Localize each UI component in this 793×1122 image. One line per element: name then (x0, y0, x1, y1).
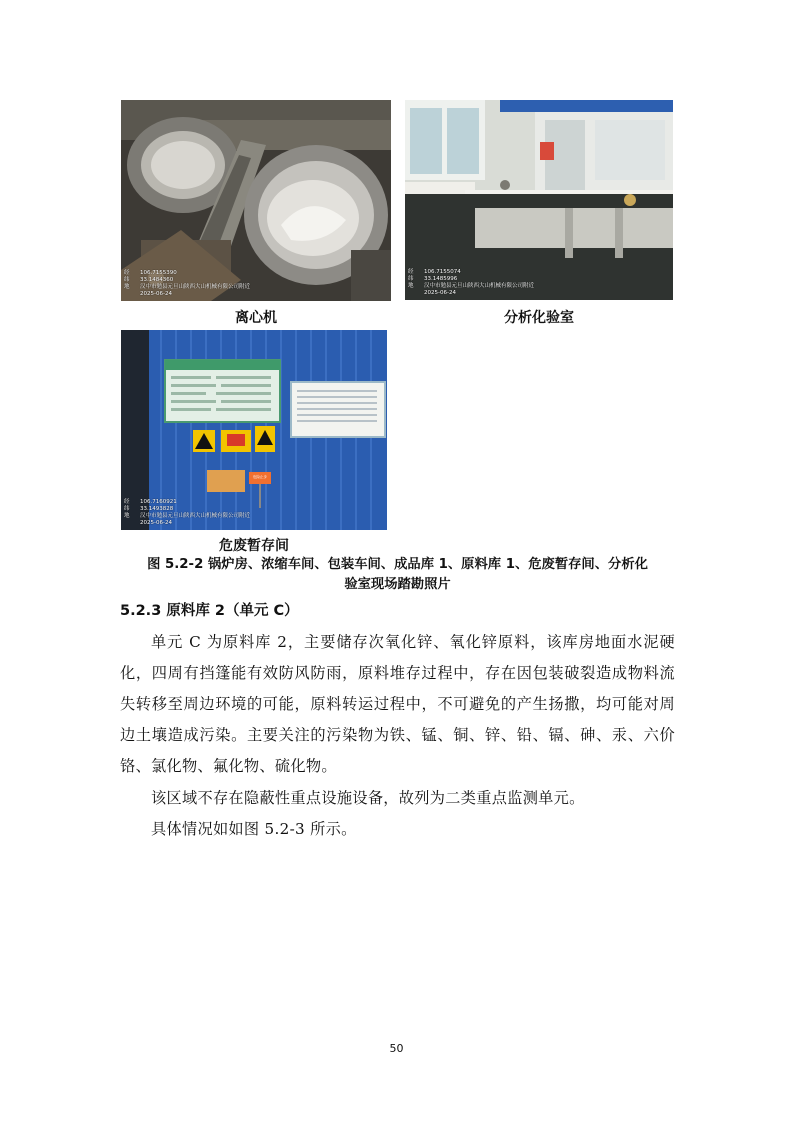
stamp-key: 地 (408, 283, 414, 289)
photo-stamp (124, 270, 250, 298)
stamp-longitude: 106.7155390 (140, 270, 177, 276)
stamp-key: 地 (124, 284, 130, 290)
body-paragraph: 单元 C 为原料库 2，主要储存次氧化锌、氧化锌原料，该库房地面水泥硬化，四周有挡篷能有效防风防雨，原料堆存过程中，存在因包装破裂造成物料流失转移至周边环境的可能，原料转运过程中，不可避免的产生扬撒，均可能对周边土壤造成污染。主要关注的污染物为铁、锰、铜、锌、铅、镉、砷、汞、六价铬、氯化物、氟化物、硫化物。 (120, 633, 675, 775)
stamp-address: 汉中市勉县元旦山陕西大山机械有限公司附近 (140, 513, 251, 519)
stamp-key: 经 (408, 269, 414, 275)
photo-caption-lab: 分析化验室 (504, 310, 574, 326)
stamp-key: 经 (124, 270, 130, 276)
photo-stamp (408, 269, 534, 297)
stamp-key: 经 (124, 499, 130, 505)
photo-hazard-storage (121, 330, 387, 530)
stamp-date: 2025-06-24 (140, 520, 172, 526)
figure-caption-line-2: 验室现场踏勘照片 (344, 577, 451, 592)
photo-stamp (124, 499, 250, 527)
stamp-latitude: 33.1493828 (140, 506, 174, 512)
stamp-latitude: 33.1484360 (140, 277, 174, 283)
body-paragraph: 具体情况如如图 5.2-3 所示。 (151, 820, 357, 838)
figure-caption (120, 555, 675, 595)
photo-lab (405, 100, 673, 300)
photo-caption-hazard-storage: 危废暂存间 (219, 538, 289, 554)
stamp-key: 地 (124, 513, 130, 519)
page-number: 50 (389, 1042, 404, 1055)
stamp-address: 汉中市勉县元旦山陕西大山机械有限公司附近 (140, 284, 251, 290)
stamp-longitude: 106.7160921 (140, 499, 177, 505)
stamp-key: 纬 (124, 277, 130, 283)
stamp-latitude: 33.1485996 (424, 276, 458, 282)
hazard-sign-text: 危险止步 (253, 475, 267, 479)
stamp-key: 纬 (408, 276, 414, 282)
stamp-key: 纬 (124, 506, 130, 512)
photo-centrifuge (121, 100, 391, 301)
figure-caption-line-1: 图 5.2-2 锅炉房、浓缩车间、包装车间、成品库 1、原料库 1、危废暂存间、分析化 (147, 557, 648, 572)
stamp-date: 2025-06-24 (140, 291, 172, 297)
stamp-address: 汉中市勉县元旦山陕西大山机械有限公司附近 (424, 283, 535, 289)
body-paragraph: 该区域不存在隐蔽性重点设施设备，故列为二类重点监测单元。 (151, 789, 585, 807)
section-heading: 5.2.3 原料库 2（单元 C） (120, 603, 299, 619)
photo-caption-centrifuge: 离心机 (235, 310, 277, 326)
stamp-longitude: 106.7155074 (424, 269, 461, 275)
stamp-date: 2025-06-24 (424, 290, 456, 296)
